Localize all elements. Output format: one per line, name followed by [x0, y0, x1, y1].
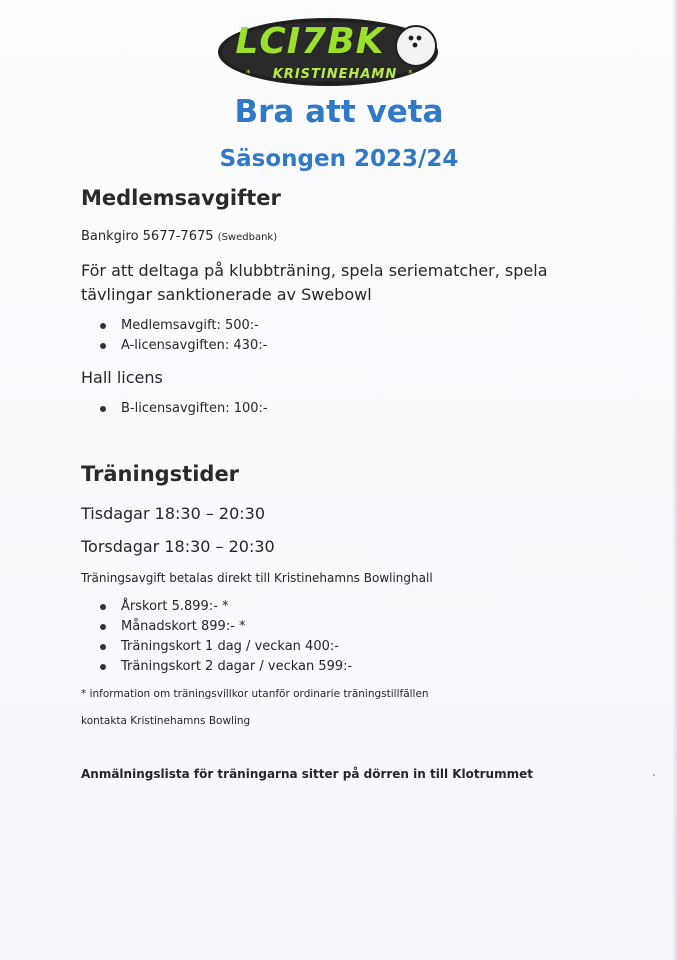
bankgiro-number: Bankgiro 5677-7675: [81, 229, 214, 244]
training-thursday: Torsdagar 18:30 – 20:30: [81, 537, 275, 556]
membership-heading: Medlemsavgifter: [81, 186, 281, 210]
page-title: Bra att veta: [234, 94, 444, 130]
bankgiro-line: [81, 228, 277, 247]
signup-notice: Anmälningslista för träningarna sitter på dörren in till Klotrummet: [81, 767, 533, 781]
bullet-icon: [100, 624, 106, 630]
training-footnote-line2: kontakta Kristinehamns Bowling: [81, 715, 251, 727]
bullet-icon: [100, 664, 106, 670]
training-heading: Träningstider: [81, 462, 240, 486]
club-logo: [218, 14, 444, 88]
season-title: Säsongen 2023/24: [219, 146, 459, 172]
bank-note: (Swedbank): [217, 232, 278, 243]
bullet-icon: [100, 323, 106, 329]
training-tuesday: Tisdagar 18:30 – 20:30: [81, 504, 266, 523]
bullet-icon: [100, 644, 106, 650]
svg-text:*: *: [408, 69, 413, 79]
membership-intro-line1: För att deltaga på klubbträning, spela seriematcher, spela: [81, 261, 548, 280]
bullet-icon: [100, 604, 106, 610]
membership-intro-line2: tävlingar sanktionerade av Swebowl: [81, 285, 372, 304]
training-fee-note: Träningsavgift betalas direkt till Kristinehamns Bowlinghall: [81, 571, 433, 585]
hall-license-heading: Hall licens: [81, 368, 163, 387]
bullet-icon: [100, 406, 106, 412]
training-footnote-line1: * information om träningsvillkor utanför ordinarie träningstillfällen: [81, 688, 429, 700]
scan-speck: [653, 774, 655, 776]
logo-wordmark: LCI7BK: [235, 21, 385, 62]
svg-text:*: *: [246, 69, 251, 79]
logo-subtitle: KRISTINEHAMN: [272, 67, 398, 82]
bullet-icon: [100, 343, 106, 349]
